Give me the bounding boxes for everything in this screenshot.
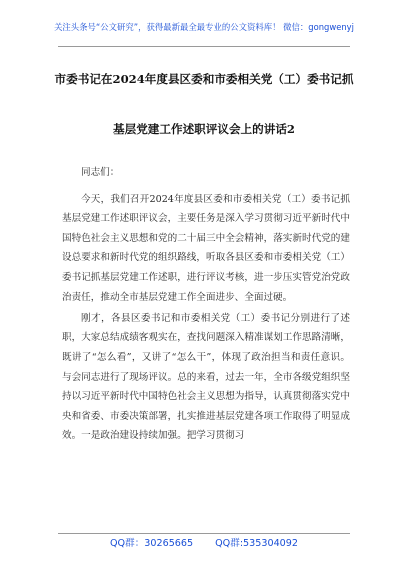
document-title-line-1: 市委书记在2024年度县区委和市委相关党（工）委书记抓: [54, 72, 354, 86]
document-title-line-2: 基层党建工作述职评议会上的讲话2: [113, 122, 295, 136]
paragraph-1: 今天，我们召开2024年度县区委和市委相关党（工）委书记抓基层党建工作述职评议会，主要任务是深入学习贯彻习近平新时代中国特色社会主义思想和党的二十届三中全会精神，落实新时代党的建设总要求和新时代党的组织路线，听取各县区委和市委相关党（工）委书记抓基层党建工作述职，进行评议考核，进一步压实管党治党政治责任，推动全市基层党建工作全面进步、全面过硬。: [62, 193, 350, 303]
footer-qq-group-1: QQ群：30265665: [110, 538, 194, 549]
footer: [0, 537, 408, 550]
footer-qq-group-2: QQ群:535304092: [215, 538, 298, 549]
paragraph-2: 刚才，各县区委书记和市委相关党（工）委书记分别进行了述职，大家总结成绩客观实在，查找问题深入精准谋划工作思路清晰，既讲了“怎么看”，又讲了“怎么干”，体现了政治担当和责任意识。与会同志进行了现场评议。总的来看，过去一年，全市各级党组织坚持以习近平新时代中国特色社会主义思想为指导，认真贯彻落实党中央和省委、市委决策部署，扎实推进基层党建各项工作取得了明显成效。一是政治建设持续加强。把学习贯彻习: [62, 312, 350, 442]
salutation: 同志们：: [81, 167, 120, 178]
document-body: [62, 163, 350, 448]
header-note: 关注头条号“公文研究”，获得最新最全最专业的公文资料库！ 微信：gongwenyj: [54, 22, 354, 32]
header-divider: [58, 46, 350, 47]
footer-divider: [58, 533, 350, 534]
